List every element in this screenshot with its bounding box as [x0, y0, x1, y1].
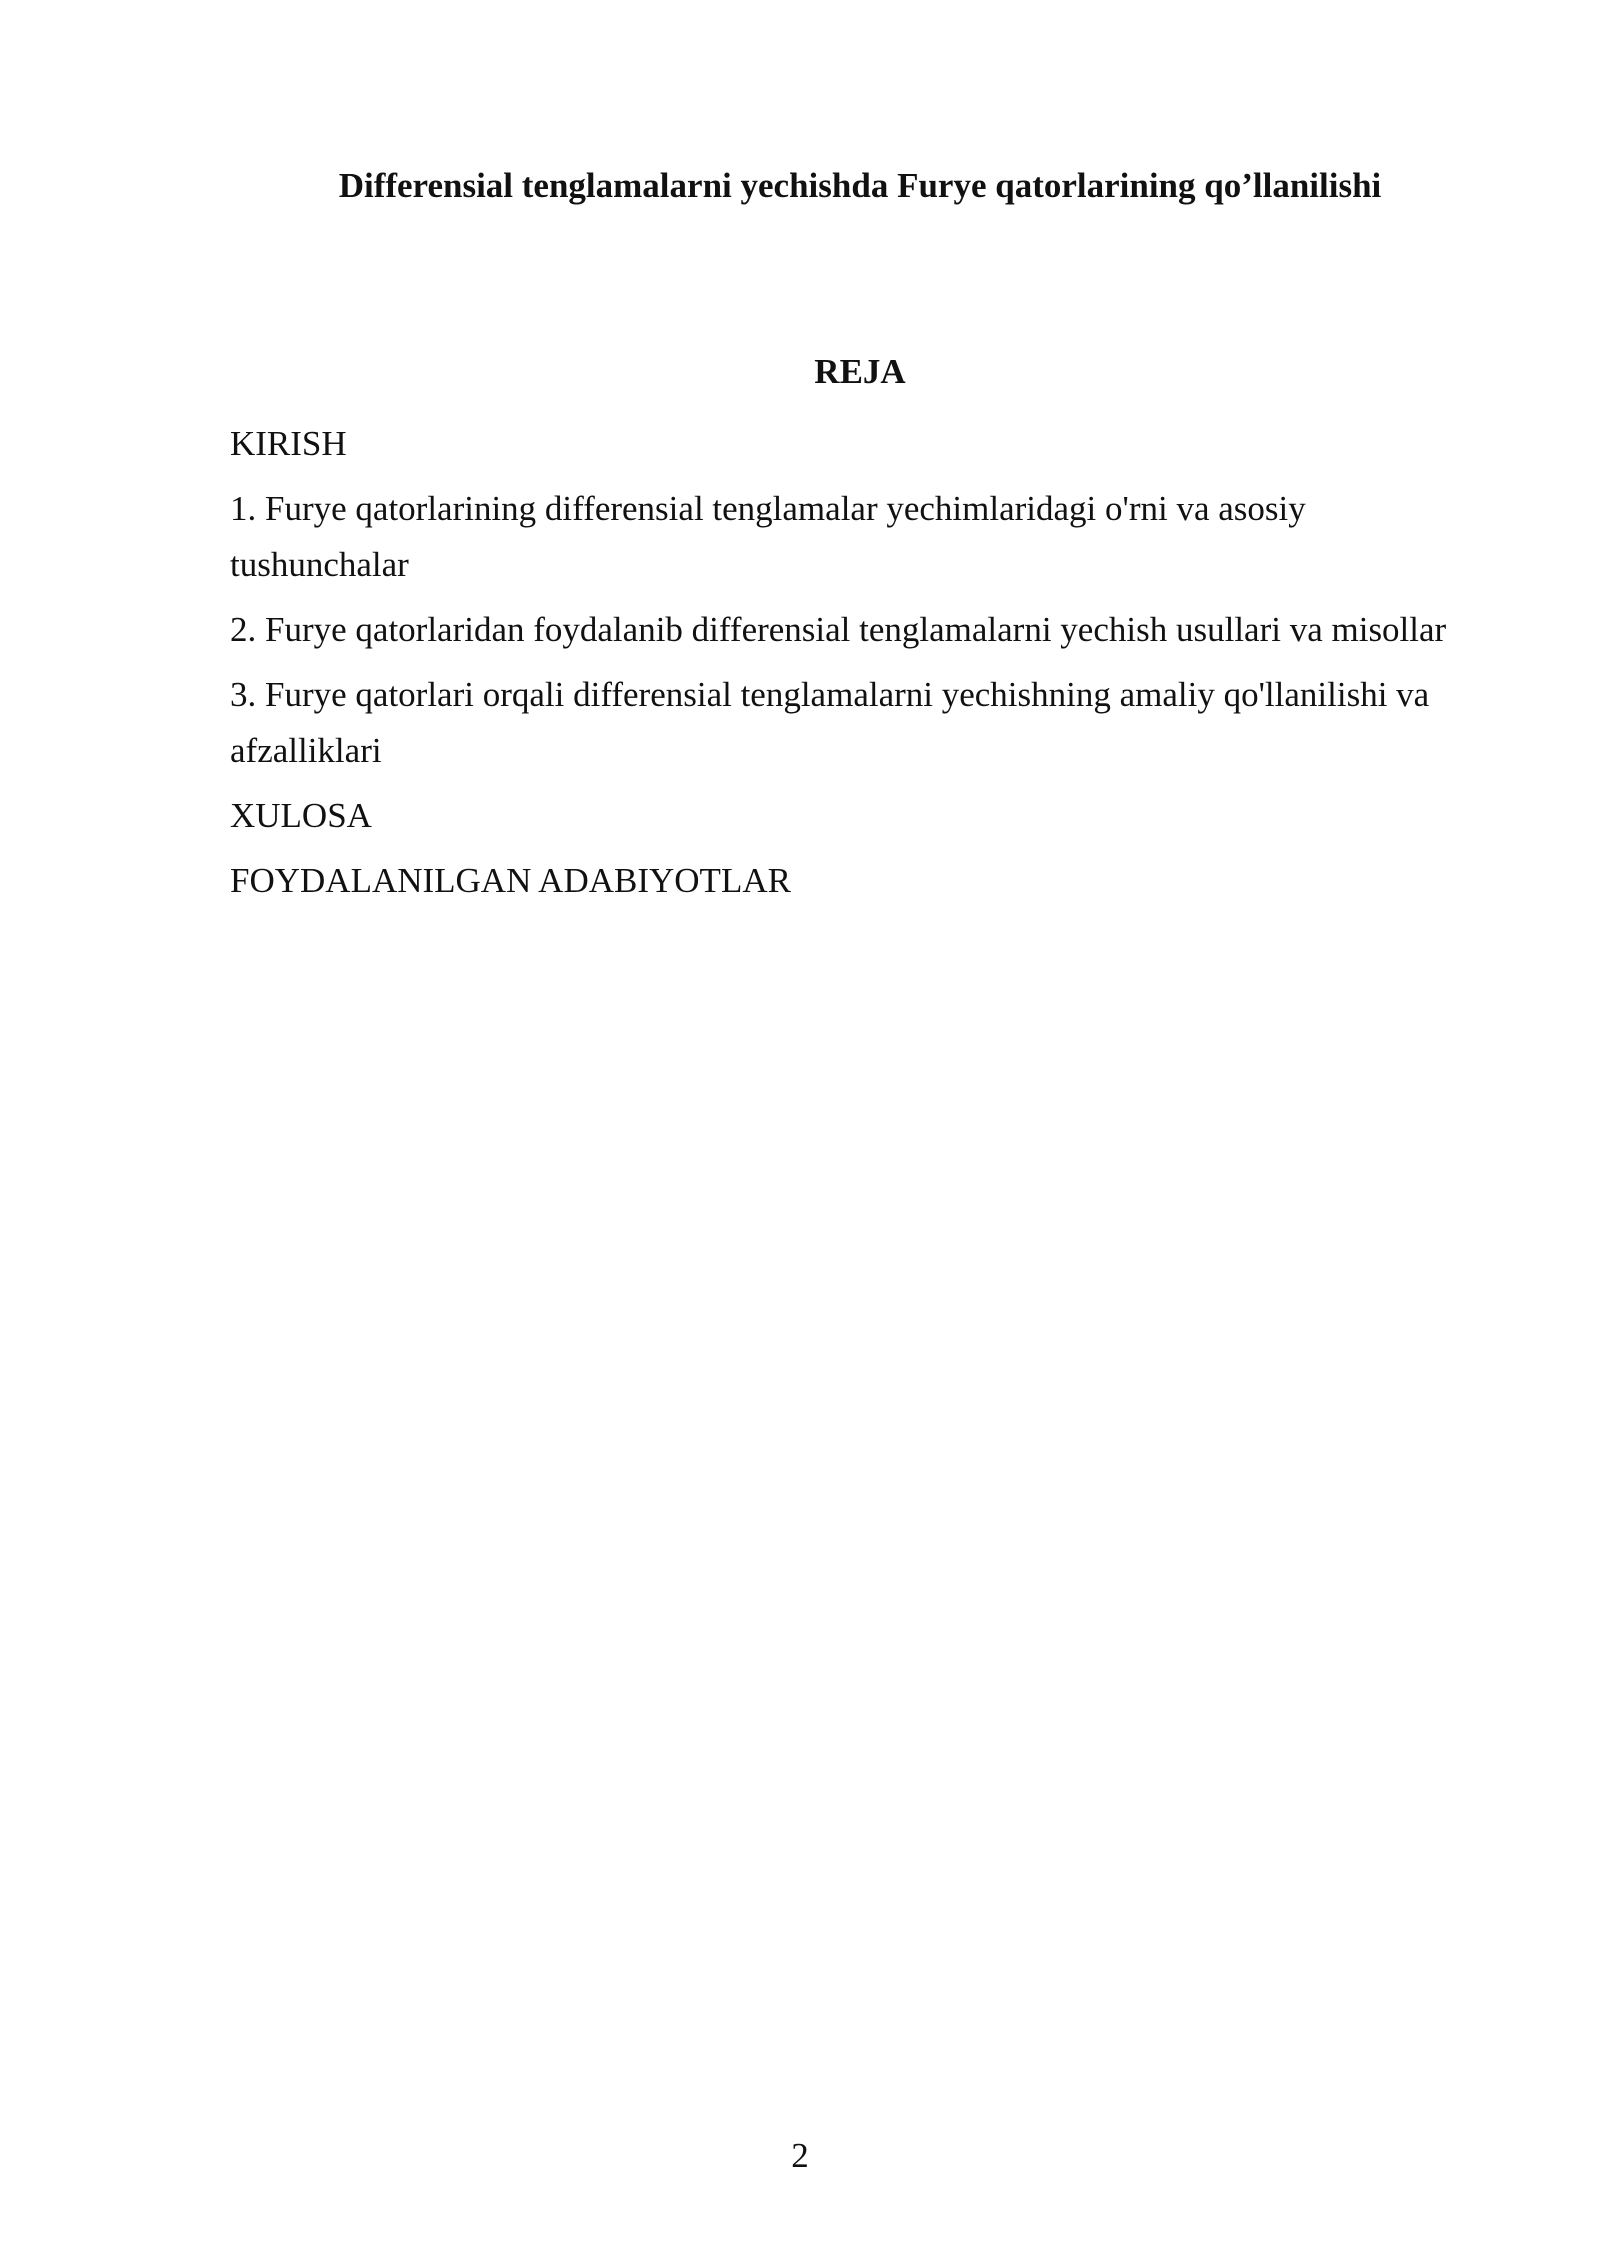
plan-item-conclusion: XULOSA: [230, 796, 372, 835]
page-number: 2: [791, 2136, 809, 2175]
plan-item-section-3: 3. Furye qatorlari orqali differensial tenglamalarni yechishning amaliy qo'llanilishi va afzalliklari: [230, 675, 1430, 770]
document-title: Differensial tenglamalarni yechishda Furye qatorlarining qo’llanilishi: [338, 166, 1382, 205]
plan-item-references: FOYDALANILGAN ADABIYOTLAR: [230, 861, 791, 900]
plan-item-introduction: KIRISH: [230, 424, 347, 463]
plan-list: [230, 416, 1490, 918]
plan-item-section-2: 2. Furye qatorlaridan foydalanib differensial tenglamalarni yechish usullari va misollar: [230, 610, 1447, 649]
plan-item-section-1: 1. Furye qatorlarining differensial tenglamalar yechimlaridagi o'rni va asosiy tushunchalar: [230, 489, 1306, 584]
plan-heading: REJA: [814, 352, 906, 391]
